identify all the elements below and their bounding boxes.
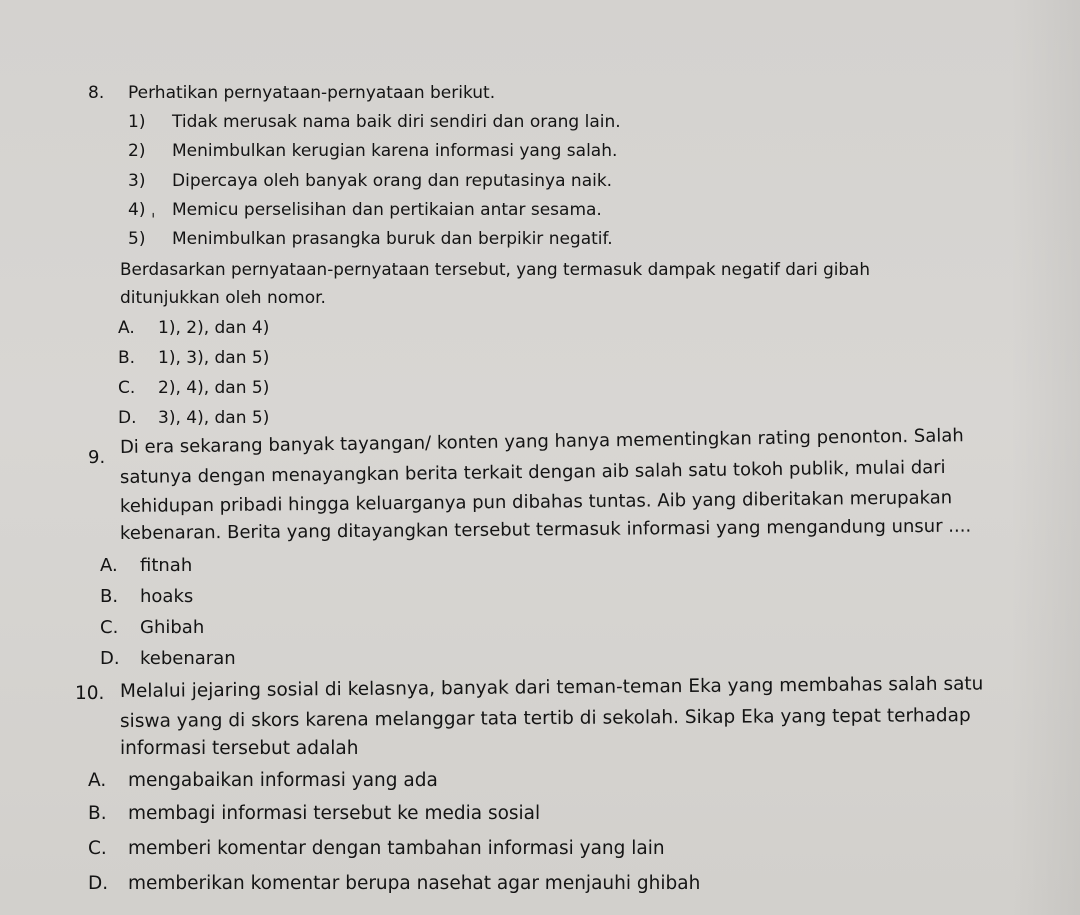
question-text: satunya dengan menayangkan berita terkait dengan aib salah satu tokoh publik, mulai dari (119, 456, 946, 488)
option-c[interactable]: C. memberi komentar dengan tambahan informasi yang lain (88, 838, 665, 859)
question-text: kebenaran. Berita yang ditayangkan tersebut termasuk informasi yang mengandung unsur .... (119, 515, 972, 544)
question-number: 9. (88, 447, 106, 468)
option-c[interactable]: C. Ghibah (100, 617, 205, 638)
option-a[interactable]: A. 1), 2), dan 4) (118, 318, 270, 338)
question-text: Berdasarkan pernyataan-pernyataan tersebut, yang termasuk dampak negatif dari gibah (120, 259, 870, 279)
question-text: Melalui jejaring sosial di kelasnya, banyak dari teman-teman Eka yang membahas salah satu (119, 673, 984, 702)
question-number: 10. (75, 683, 105, 704)
list-item: 5) Menimbulkan prasangka buruk dan berpikir negatif. (128, 229, 613, 249)
list-item: 1) Tidak merusak nama baik diri sendiri dan orang lain. (128, 112, 621, 132)
option-d[interactable]: D. memberikan komentar berupa nasehat agar menjauhi ghibah (88, 873, 701, 894)
page-edge-shadow (1010, 0, 1080, 915)
question-number: 8. (88, 83, 105, 103)
question-stem: Perhatikan pernyataan-pernyataan berikut. (128, 83, 496, 103)
question-text: siswa yang di skors karena melanggar tata tertib di sekolah. Sikap Eka yang tepat terhadap (119, 705, 971, 732)
question-text: informasi tersebut adalah (120, 738, 359, 759)
option-c[interactable]: C. 2), 4), dan 5) (118, 378, 270, 398)
question-text: kehidupan pribadi hingga keluarganya pun dibahas tuntas. Aib yang diberitakan merupakan (119, 487, 953, 517)
option-b[interactable]: B. membagi informasi tersebut ke media sosial (88, 803, 541, 824)
option-a[interactable]: A. mengabaikan informasi yang ada (88, 770, 438, 791)
option-d[interactable]: D. kebenaran (100, 648, 236, 669)
option-a[interactable]: A. fitnah (100, 555, 193, 576)
list-item: 2) Menimbulkan kerugian karena informasi yang salah. (128, 141, 618, 161)
list-item: 4) ˌ Memicu perselisihan dan pertikaian antar sesama. (128, 200, 602, 220)
question-text: Di era sekarang banyak tayangan/ konten yang hanya mementingkan rating penonton. Salah (119, 425, 964, 458)
option-b[interactable]: B. hoaks (100, 586, 194, 607)
list-item: 3) Dipercaya oleh banyak orang dan reputasinya naik. (128, 171, 613, 191)
option-b[interactable]: B. 1), 3), dan 5) (118, 348, 270, 368)
option-d[interactable]: D. 3), 4), dan 5) (118, 408, 270, 428)
question-text: ditunjukkan oleh nomor. (120, 288, 326, 308)
